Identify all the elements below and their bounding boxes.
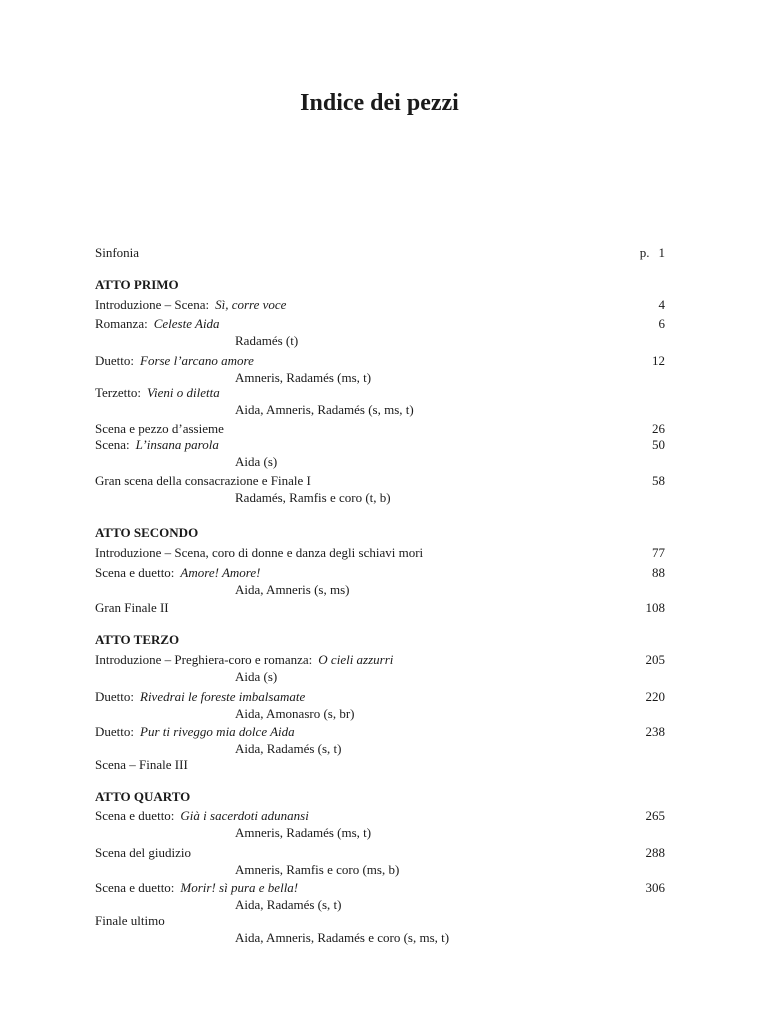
entry-cast: Aida, Radamés (s, t) [235, 897, 342, 912]
entry-label: Gran Finale II [95, 600, 169, 615]
entry-cast: Radamés, Ramfis e coro (t, b) [235, 490, 391, 505]
toc-entry [95, 689, 665, 705]
page-value: 1 [658, 245, 665, 260]
toc-entry [95, 565, 665, 581]
entry-cast: Amneris, Ramfis e coro (ms, b) [235, 862, 400, 877]
toc-entry [95, 353, 665, 369]
toc-entry [95, 808, 665, 824]
entry-title: O cieli azzurri [318, 652, 394, 667]
page-title: Indice dei pezzi [300, 90, 459, 116]
entry-label: Duetto: [95, 689, 134, 704]
page-number: 50 [652, 437, 665, 452]
entry-label: Duetto: [95, 724, 134, 739]
page-number: 77 [652, 545, 665, 560]
entry-label: Introduzione – Scena, coro di donne e danza degli schiavi mori [95, 545, 424, 560]
page-number: 205 [645, 652, 665, 667]
entry-label: Terzetto: [95, 385, 142, 400]
entry-label: Scena e duetto: [95, 880, 175, 895]
page-number: 12 [652, 353, 665, 368]
page-number: 88 [652, 565, 665, 580]
toc-entry [95, 437, 665, 453]
entry-title: Celeste Aida [153, 316, 220, 331]
entry-title: L’insana parola [135, 437, 219, 452]
entry-title: Già i sacerdoti adunansi [180, 808, 309, 823]
entry-label: Scena: [95, 437, 130, 452]
page-number [640, 245, 665, 261]
toc-entry [95, 724, 665, 740]
toc-entry [95, 297, 665, 313]
entry-label: Introduzione – Scena: [95, 297, 210, 312]
page-number: 288 [645, 845, 665, 860]
toc-entry [95, 652, 665, 668]
toc-entry [95, 880, 665, 896]
page-number: 108 [645, 600, 665, 615]
entry-cast: Aida, Amonasro (s, br) [235, 706, 355, 721]
section-heading-atto-terzo: ATTO TERZO [95, 632, 180, 647]
page-number: 220 [645, 689, 665, 704]
entry-label: Scena e duetto: [95, 565, 175, 580]
toc-entry [95, 545, 665, 561]
entry-label: Scena del giudizio [95, 845, 192, 860]
entry-label: Scena e pezzo d’assieme [95, 421, 224, 436]
toc-entry [95, 316, 665, 332]
toc-entry [95, 845, 665, 861]
page-number: 26 [652, 421, 665, 436]
toc-entry [95, 913, 665, 929]
entry-cast: Aida (s) [235, 454, 278, 469]
entry-cast: Radamés (t) [235, 333, 299, 348]
entry-label: Finale ultimo [95, 913, 165, 928]
entry-label: Sinfonia [95, 245, 140, 260]
entry-title: Pur ti riveggo mia dolce Aida [140, 724, 295, 739]
entry-label: Romanza: [95, 316, 148, 331]
section-heading-atto-primo: ATTO PRIMO [95, 277, 179, 292]
toc-entry [95, 473, 665, 489]
entry-title: Vieni o diletta [147, 385, 220, 400]
toc-entry [95, 757, 665, 773]
toc-entry [95, 421, 665, 437]
section-heading-atto-quarto: ATTO QUARTO [95, 789, 191, 804]
entry-cast: Aida, Amneris (s, ms) [235, 582, 350, 597]
entry-title: Morir! sì pura e bella! [180, 880, 299, 895]
entry-label: Gran scena della consacrazione e Finale I [95, 473, 311, 488]
page-prefix: p. [639, 245, 650, 260]
toc-entry-sinfonia [95, 245, 665, 261]
entry-cast: Aida (s) [235, 669, 278, 684]
entry-cast: Aida, Amneris, Radamés e coro (s, ms, t) [235, 930, 450, 945]
entry-title: Sì, corre voce [215, 297, 287, 312]
section-heading-atto-secondo: ATTO SECONDO [95, 525, 199, 540]
entry-cast: Aida, Amneris, Radamés (s, ms, t) [235, 402, 414, 417]
toc-entry [95, 385, 665, 401]
entry-label: Scena e duetto: [95, 808, 175, 823]
entry-title: Forse l’arcano amore [140, 353, 254, 368]
page-number: 6 [658, 316, 665, 331]
entry-cast: Aida, Radamés (s, t) [235, 741, 342, 756]
entry-cast: Amneris, Radamés (ms, t) [235, 370, 372, 385]
page-number: 306 [645, 880, 665, 895]
page-number: 4 [658, 297, 665, 312]
entry-label: Introduzione – Preghiera-coro e romanza: [95, 652, 313, 667]
page-number: 238 [645, 724, 665, 739]
toc-entry [95, 600, 665, 616]
entry-title: Rivedrai le foreste imbalsamate [140, 689, 306, 704]
entry-title: Amore! Amore! [180, 565, 261, 580]
entry-label: Scena – Finale III [95, 757, 188, 772]
page-number: 265 [645, 808, 665, 823]
entry-label: Duetto: [95, 353, 134, 368]
page-number: 58 [652, 473, 665, 488]
entry-cast: Amneris, Radamés (ms, t) [235, 825, 372, 840]
